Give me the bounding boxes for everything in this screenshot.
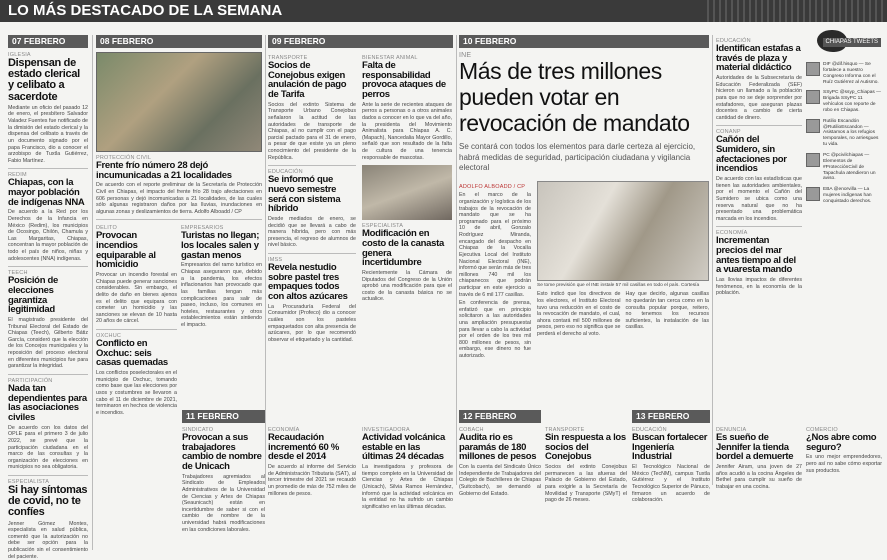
headline[interactable]: Audita rio es paramás de 180 millones de pesos: [459, 432, 537, 463]
column-07-feb: [8, 35, 88, 560]
article-body: De acuerdo con los datos del OPLE para el primero 3 de julio 2022, se prevé que la participación ciudadana en el marco de las consultas y la organización de elecciones en municipios no sea obligatoria.: [8, 424, 88, 471]
section-label: TRANSPORTE: [545, 427, 585, 433]
two-column-row: [268, 52, 453, 343]
article-body: El Tecnológico Nacional de México (TecNM), campus Tuxtla Gutiérrez y el Instituto Tecnológico Superior de Pánuco, firmaron un acuerdo de colaboración.: [632, 464, 710, 504]
column-13-feb-a: [632, 410, 710, 550]
headline[interactable]: Cañón del Sumidero, sin afectaciones por incendios: [716, 134, 787, 175]
section-label: IGLESIA: [8, 52, 31, 58]
date-label: 07 FEBRERO: [8, 35, 88, 48]
article-body: Jenner Gómez Montes, especialista en salud pública, comentó que la autorización no debe ser opción para la publicación sin el consentimiento del paciente.: [8, 520, 88, 560]
tweets-tag: CHIAPAS TWEETS: [823, 38, 881, 47]
article-body: En el marco de la organización y logística de los trabajos de la revocación de mandato que se ha programado para el próximo 10 de abril, Gonzalo Rodríguez Miranda, encargado del despacho en Chiapas de la Vocalía Ejecutiva Local del Instituto Nacional Electoral (INE), informó que serán más de tres millones 740 mil los chiapanecos que podrán participar en este ejercicio a través de 6 mil 177 casillas.: [459, 192, 531, 298]
headline[interactable]: Actividad volcánica estable en las últimas 24 décadas: [362, 432, 446, 463]
feature-headline[interactable]: Más de tres millones pueden votar en revocación de mandato: [459, 58, 690, 136]
sub-column: [459, 181, 531, 359]
divider: [8, 374, 88, 375]
headline[interactable]: Posición de elecciones garantiza legitimidad: [8, 275, 59, 316]
column-11-feb-c: [362, 424, 453, 550]
section-label: REDIM: [8, 172, 27, 179]
news-photo: [362, 165, 452, 220]
tweet-text: SSyPC @ssyp_Chiapas — Brigada SSyPC 11 vehículos con reporte de robo en Chiapas.: [823, 90, 881, 113]
banner-pattern: [707, 0, 887, 22]
section-label: ECONOMÍA: [716, 230, 748, 237]
headline[interactable]: ¿Nos abre como seguro?: [806, 432, 877, 453]
sub-column: [537, 181, 709, 359]
avatar: [806, 187, 820, 201]
article-body: Ante la serie de recientes ataques de perros a personas o a otros animales dados a conocer en lo que va del año, la presidenta del Movimiento Animalista para Chiapas A. C. (Mapach), Nancedalia Mayor Gordillo, señaló que son resultado de la falta de cultura de una tenencia responsable de mascotas.: [362, 101, 452, 161]
headline[interactable]: Si hay síntomas de covid, no te confíes: [8, 483, 88, 519]
article-body: La investigadora y profesora de tiempo completo en la Universidad de Ciencias y Artes de Chiapas (Unicach), Silvia Ramos Hernández, informó que la actividad volcánica en la entidad no ha sufrido un cambio significativo en las últimas décadas.: [362, 464, 453, 510]
article-body: Provocar un incendio forestal en Chiapas puede generar sanciones considerables. Sin embargo, el delito de daño en bienes ajenos es el delito que equipara con cometer un homicidio y las sanciones se elevan de 10 hasta 20 años de cárcel.: [96, 272, 177, 325]
banner-title: LO MÁS DESTACADO DE LA SEMANA: [8, 2, 283, 19]
feature-deck: Se contará con todos los elementos para darle certeza al ejercicio, habrá medidas de seguridad, participación ciudadana y vigilancia electoral: [459, 142, 696, 173]
section-label: COMERCIO: [806, 427, 838, 433]
article-body: Desde mediados de enero, se decidió que se llevará a cabo de manera híbrida, pero con más presencia, el regreso de alumnos de nivel básico.: [268, 215, 356, 249]
article-body: La Procuraduría Federal del Consumidor (Profeco) dio a conocer cuáles son los pasteles empaquetados con alta presencia de azúcares, por lo que recomendó observar el etiquetado y la cantidad.: [268, 303, 356, 343]
headline[interactable]: Turistas no llegan; los locales salen y gastan menos: [181, 230, 260, 261]
article-body: Esto indicó que los directivos de los electores, el Instituto Electoral tuvo una reducción en el costo de la revocación de mandato, el cual, ahora contará mil 500 millones de pesos, pero eso no significa que se perderá el derecho al voto.: [537, 291, 621, 338]
section-label: TRANSPORTE: [268, 55, 308, 61]
column-divider: [456, 35, 457, 485]
article-body: De acuerdo a la Red por los Derechos de la Infancia en México (Redim), los municipios de Ocosingo, Chilón, Chamula y Las Margaritas, Chiapas, concentran la mayor población de todo el país de niños, niñas y adolescentes (NNA) indígenas.: [8, 209, 88, 262]
section-label: DENUNCIA: [716, 427, 747, 433]
news-photo: [96, 52, 262, 152]
article-body: En conferencia de prensa, enfatizó que en principio solicitaron a las autoridades una ampliación presupuestal para llevar a cabo la actividad por el orden de los tres mil 800 millones de pesos, sin embargo, ese dinero no fue autorizado.: [459, 300, 531, 360]
tweet-text: EBA @enorvilla — La mujeres indígenas han conquistado derechos.: [823, 187, 872, 204]
headline[interactable]: Dispensan de estado clerical y celibato a sacerdote: [8, 57, 80, 103]
divider: [8, 168, 88, 169]
sub-column: [96, 222, 177, 416]
section-label: ESPECIALISTA: [362, 223, 404, 230]
headline[interactable]: Identifican estafas a través de plaza y material didáctico: [716, 43, 801, 74]
headline[interactable]: Provocan a sus trabajadores cambio de nombre de Unicach: [182, 432, 262, 473]
section-label: EDUCACIÓN: [268, 169, 303, 176]
headline[interactable]: Recaudación incrementó 60 % desde el 2014: [268, 432, 339, 463]
section-label: IMSS: [268, 257, 283, 264]
section-label: BIENESTAR ANIMAL: [362, 55, 418, 61]
section-label: OXCHUC: [96, 333, 122, 340]
feature-photo: [537, 181, 709, 281]
headline[interactable]: Se informó que nuevo semestre será con sistema híbrido: [268, 174, 341, 215]
section-label: ESPECIALISTA: [8, 478, 50, 485]
tweet[interactable]: [806, 62, 882, 85]
avatar: [806, 90, 820, 104]
headline[interactable]: Es sueño de Jennifer la tienda bordel a demuerte: [716, 432, 794, 463]
tweet[interactable]: [806, 187, 882, 205]
section-label: EDUCACIÓN: [632, 427, 667, 433]
article-body: De acuerdo con las estadísticas que tienen las autoridades ambientales, por el momento el Cañón del Sumidero se ubica como una reserva natural que no ha presentado una problemática marcada en los incendios.: [716, 176, 802, 222]
avatar: [806, 153, 820, 167]
tweet[interactable]: [806, 153, 882, 182]
headline[interactable]: Chiapas, con la mayor población de indígenas NNA: [8, 177, 85, 208]
byline: ADOLFO ALBOADD / CP: [459, 184, 526, 191]
avatar: [806, 119, 820, 133]
date-label: 09 FEBRERO: [268, 35, 453, 48]
section-label: INVESTIGADORA: [362, 427, 410, 433]
divider: [716, 125, 802, 126]
column-11-feb-b: [268, 424, 356, 550]
sub-column: [268, 52, 356, 343]
avatar: [806, 62, 820, 76]
headline[interactable]: Socios de Conejobus exigen anulación de pago de Tarifa: [268, 60, 347, 101]
column-12-feb-b: [545, 424, 627, 550]
section-label: CONANP: [716, 129, 741, 136]
feature-body-row: [459, 181, 709, 359]
column-right: [716, 35, 802, 485]
headline[interactable]: Sin respuesta a los socios del Conejobus: [545, 432, 626, 463]
headline[interactable]: Incrementan precios del mar antes tiempo al del a vuaresta mando: [716, 235, 796, 276]
column-12-feb-a: [459, 410, 541, 550]
photo-caption: Se tome previsión que el INE instale 57 mil casillas en todo el país. Cortesía: [537, 283, 700, 289]
divider: [716, 226, 802, 227]
tweet-text: Rutilio Escandón @RutilioEscandon — Asistamos a los refugios temporales, no arriesgues tu vida.: [823, 118, 879, 148]
article-body: El magistrado presidente del Tribunal Electoral del Estado de Chiapas (Teech), Gilberto Bátiz García, consideró que la elección de los Concejos municipales y la reposición del proceso electoral en diferentes municipios fue para garantizar la integridad.: [8, 317, 88, 370]
section-label: PROTECCIÓN CIVIL: [96, 155, 152, 161]
sub-column: [362, 52, 452, 343]
date-label: 12 FEBRERO: [459, 410, 541, 423]
column-09-feb: [268, 35, 453, 485]
section-label: EMPRESARIOS: [181, 225, 224, 232]
section-label: PARTICIPACIÓN: [8, 377, 53, 384]
feature-text-cols: [537, 289, 709, 337]
headline[interactable]: Falta de responsabilidad provoca ataques de perros: [362, 60, 446, 101]
article-body: Trabajadores agremiados al Sindicato de Empleados Administrativos de la Universidad de Ciencias y Artes de Chiapas (Seaunicach) están en incertidumbre de saber si con el cambio de nombre de la universidad habrá modificaciones en las condiciones laborales.: [182, 473, 265, 533]
tweet-text: PC @pcivilchiapas — Elementos de #ProtecciónCivil de Tapachula atendieron un aviso.: [823, 152, 876, 182]
column-divider: [712, 35, 713, 485]
two-column-row: [96, 222, 262, 416]
column-divider: [92, 35, 93, 550]
divider: [268, 165, 356, 166]
column-13-feb-b: [716, 424, 802, 550]
headline[interactable]: Conflicto en Oxchuc: seis casas quemadas: [96, 338, 168, 369]
sub-column: [181, 222, 262, 416]
headline[interactable]: Nada tan dependientes para las asociaciones civiles: [8, 382, 87, 423]
divider: [96, 219, 262, 220]
divider: [268, 253, 356, 254]
article-body: Autoridades de la Subsecretaría de Educación Federalizada (SEF) hicieron un llamado a la población para que no se deje sorprender por estafadores, que aseguran plazas docentes a cambio de cierta cantidad de dinero.: [716, 75, 802, 121]
column-divider: [265, 35, 266, 485]
date-label: 10 FEBRERO: [459, 35, 709, 48]
section-label: INE: [459, 52, 472, 59]
column-11-feb-a: [182, 410, 265, 550]
column-13-feb-c: [806, 424, 882, 550]
article-body: Empresarios del ramo turístico en Chiapas aseguraron que, debido a la pandemia, los efectos inflacionarios han provocado que las familias tengan más complicaciones para salir de paseo, incluso, los comunes en hoteles, restaurantes y otros establecimientos están sintiendo el impacto.: [181, 262, 262, 328]
article-body: Con la cuenta del Sindicato Único Independiente de Trabajadores del Colegio de Bachilleres de Chiapas (Suitcobach), se demandó al Gobierno del Estado.: [459, 464, 541, 497]
article-body: Recientemente la Cámara de Diputados del Congreso de la Unión aprobó una modificación para que el costo de la canasta básica no se actualice.: [362, 269, 452, 303]
article-body: Las llovias impactos de diferentes fenómenos, en la economía de la población.: [716, 277, 802, 297]
article-body: Los conflictos poselectorales en el municipio de Oxchuc, tomando como base que las elecciones por usos y costumbres se llevaron a cabo el 11 de diciembre de 2021, terminaron en hechos de violencia e incendios.: [96, 370, 177, 416]
article-body: Es uno mejor emprendedores, pero así no sabe cómo exportar sus productos.: [806, 454, 882, 474]
article-body: De acuerdo al informe del Servicio de Administración Tributaria (SAT), al tercer trimestre del 2021 se recaudó un promedio de más de 752 miles de millones de pesos.: [268, 464, 356, 497]
article-body: Socios del extinto Sistema de Transporte Urbano Conejobus señalaron la actitud de las autoridades de transporte de Chiapas, al no cumplir con el pago parcial pactado para el 31 de enero, a pesar de que existe ya un pleno conocimiento del presidente de la República.: [268, 101, 356, 161]
divider: [96, 329, 177, 330]
divider: [8, 266, 88, 267]
headline[interactable]: Modificación en costo de la canasta genera incertidumbre: [362, 228, 444, 269]
article-body: De acuerdo con el reporte preliminar de la Secretaría de Protección Civil en Chiapas, el impacto del frente frío 28 trajo afectaciones en 606 personas y dejó incomunicadas a 21 localidades, de las cuales sólo algunas registraron daños por las lluvias, inundaciones en algunas zonas y deslizamientos de tierra. Adolfo Alboadd / CP: [96, 182, 262, 215]
article-body: Mediante un oficio del pasado 12 de enero, el presbítero Salvador Valadez Fuentes fue notificado de la dimisión del estado clerical y la dispensa del celibato a través de un documento signado por el papa Francisco, dio a conocer el arzobispo de Tuxtla Gutiérrez, Fabio Martínez.: [8, 104, 88, 164]
article-body: Hay que decirlo, algunas casillas no quedarán tan cerca como en la consulta popular porque, reitero, no tenemos los recursos suficientes, la instalación de las casillas.: [625, 291, 709, 331]
headline[interactable]: Buscan fortalecer Ingeniería Industrial: [632, 432, 708, 463]
section-label: TEECH: [8, 270, 28, 277]
headline[interactable]: Provocan incendios equiparable al homicidio: [96, 230, 156, 271]
tweet[interactable]: [806, 119, 882, 148]
headline[interactable]: Frente frío número 28 dejó incumunicadas a 21 localidades: [96, 160, 232, 181]
tweet[interactable]: [806, 90, 882, 113]
section-label: DELITO: [96, 225, 117, 232]
date-label: 11 FEBRERO: [182, 410, 265, 423]
headline[interactable]: Revela nestudio sobre pastel tres empaques todos con altos azúcares: [268, 262, 348, 303]
tweets-column: [806, 62, 882, 482]
section-label: ECONOMÍA: [268, 427, 300, 433]
section-label: COBACH: [459, 427, 484, 433]
date-label: 13 FEBRERO: [632, 410, 710, 423]
date-label: 08 FEBRERO: [96, 35, 262, 48]
article-body: Socios del extinto Conejobus permanecen a las afueras del Palacio de Gobierno del Estado, para exigirle a la Secretaría de Movilidad y Transporte (SMyT) el pago de 26 meses.: [545, 464, 627, 504]
section-label: EDUCACIÓN: [716, 38, 751, 44]
tweet-text: DIF @dif.hisquo — Se fortalece a nuestro Congreso Informa con el Ruíz Gutiérrez al Autismo.: [823, 62, 879, 85]
section-label: SINDICATO: [182, 427, 214, 433]
divider: [8, 475, 88, 476]
article-body: Jennifer Airam, una joven de 27 años acudió a la cocina Ángeles de Bethel para cumplir su sueño de trabajar en una cocina.: [716, 464, 802, 490]
